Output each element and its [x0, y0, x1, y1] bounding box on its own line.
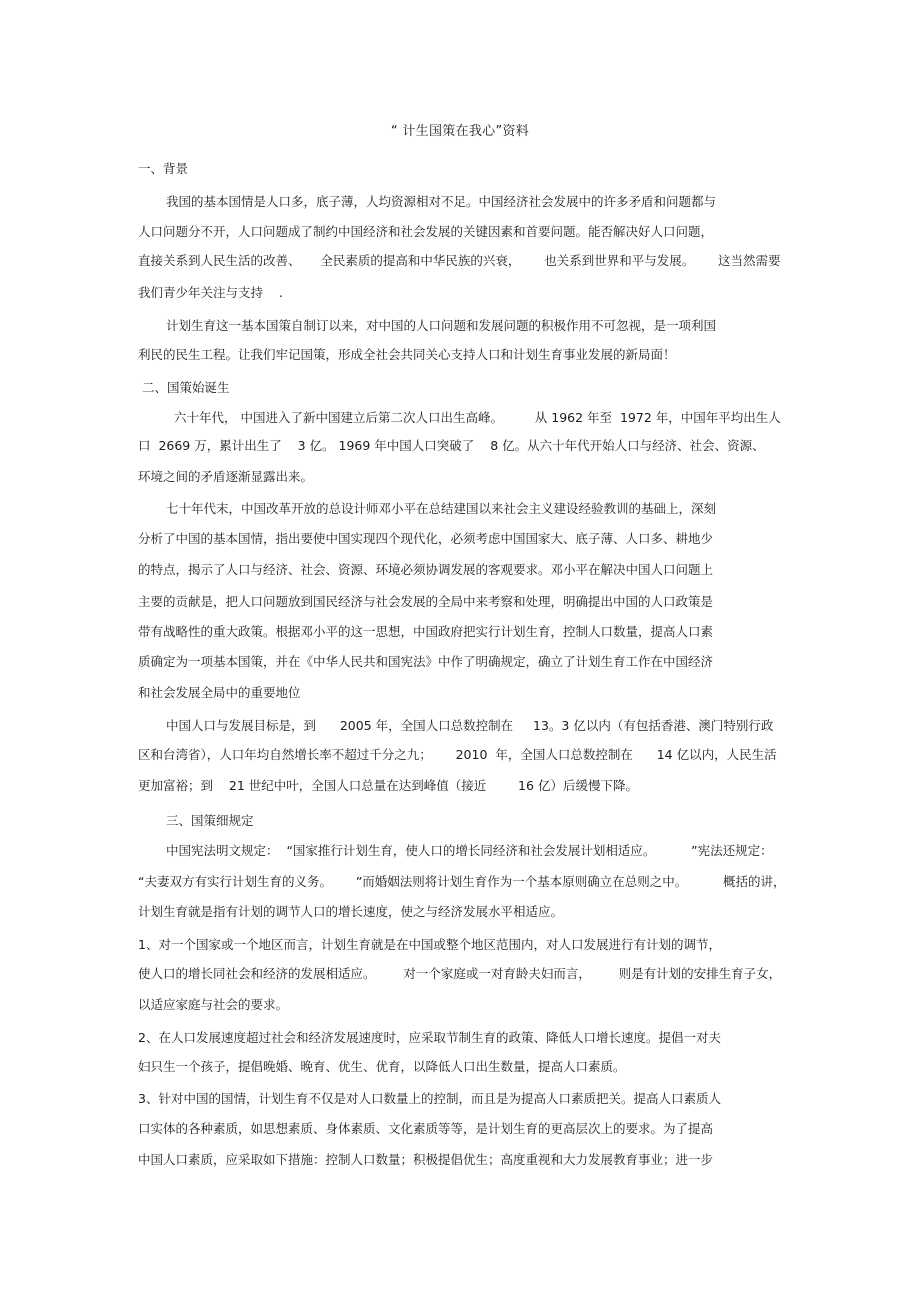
- paragraph-line: 我们青少年关注与支持 .: [138, 285, 283, 300]
- paragraph-line: 环境之间的矛盾逐渐显露出来。: [138, 469, 314, 484]
- paragraph-line: 计划生育就是指有计划的调节人口的增长速度，使之与经济发展水平相适应。: [138, 904, 564, 919]
- paragraph-line: 口 2669 万，累计出生了 3 亿。 1969 年中国人口突破了 8 亿。从六十年代开始人口与经济、社会、资源、: [138, 438, 765, 453]
- paragraph-line: 1、对一个国家或一个地区而言，计划生育就是在中国或整个地区范围内，对人口发展进行有计划的调节，: [138, 937, 721, 952]
- section-heading-origin: 二、国策始诞生: [142, 380, 230, 395]
- paragraph-line: 计划生育这一基本国策自制订以来，对中国的人口问题和发展问题的积极作用不可忽视，是一项利国: [166, 318, 717, 333]
- paragraph-line: 人口问题分不开，人口问题成了制约中国经济和社会发展的关键因素和首要问题。能否解决好人口问题，: [138, 224, 714, 239]
- paragraph-line: 带有战略性的重大政策。根据邓小平的这一思想，中国政府把实行计划生育，控制人口数量，提高人口素: [138, 624, 714, 639]
- paragraph-line: 3、针对中国的国情，计划生育不仅是对人口数量上的控制，而且是为提高人口素质把关。提高人口素质人: [138, 1091, 721, 1106]
- section-heading-rules: 三、国策细规定: [166, 813, 254, 828]
- paragraph-line: “夫妻双方有实行计划生育的义务。 ”而婚姻法则将计划生育作为一个基本原则确立在总则之中。 概括的讲，: [138, 874, 786, 889]
- paragraph-line: 2、在人口发展速度超过社会和经济发展速度时，应采取节制生育的政策、降低人口增长速度。提倡一对夫: [138, 1030, 721, 1045]
- paragraph-line: 利民的民生工程。让我们牢记国策，形成全社会共同关心支持人口和计划生育事业发展的新局面！: [138, 347, 676, 362]
- paragraph-line: 妇只生一个孩子，提倡晚婚、晚育、优生、优育，以降低人口出生数量，提高人口素质。: [138, 1059, 626, 1074]
- paragraph-line: 区和台湾省），人口年均自然增长率不超过千分之九； 2010 年，全国人口总数控制在 14 亿以内，人民生活: [138, 747, 777, 762]
- paragraph-line: 直接关系到人民生活的改善、 全民素质的提高和中华民族的兴衰， 也关系到世界和平与发展。 这当然需要: [138, 253, 781, 268]
- paragraph-line: 我国的基本国情是人口多，底子薄，人均资源相对不足。中国经济社会发展中的许多矛盾和问题都与: [166, 194, 717, 209]
- paragraph-line: 使人口的增长同社会和经济的发展相适应。 对一个家庭或一对育龄夫妇而言， 则是有计划的安排生育子女，: [138, 966, 782, 981]
- paragraph-line: 主要的贡献是，把人口问题放到国民经济与社会发展的全局中来考察和处理，明确提出中国的人口政策是: [138, 594, 714, 609]
- paragraph-line: 口实体的各种素质，如思想素质、身体素质、文化素质等等，是计划生育的更高层次上的要求。为了提高: [138, 1121, 714, 1136]
- paragraph-line: 的特点，揭示了人口与经济、社会、资源、环境必须协调发展的客观要求。邓小平在解决中国人口问题上: [138, 562, 714, 577]
- paragraph-line: 六十年代， 中国进入了新中国建立后第二次人口出生高峰。 从 1962 年至 1972 年，中国年平均出生人: [174, 410, 781, 425]
- paragraph-line: 和社会发展全局中的重要地位: [138, 685, 301, 700]
- paragraph-line: 分析了中国的基本国情，指出要使中国实现四个现代化，必须考虑中国国家大、底子薄、人口多、耕地少: [138, 531, 714, 546]
- paragraph-line: 中国人口素质，应采取如下措施：控制人口数量；积极提倡优生；高度重视和大力发展教育事业；进一步: [138, 1152, 714, 1167]
- document-title: “ 计生国策在我心”资料: [390, 124, 530, 139]
- paragraph-line: 更加富裕；到 21 世纪中叶，全国人口总量在达到峰值（接近 16 亿）后缓慢下降。: [138, 778, 638, 793]
- paragraph-line: 中国宪法明文规定： “国家推行计划生育，使人口的增长同经济和社会发展计划相适应。 ”宪法还规定：: [166, 843, 773, 858]
- paragraph-line: 七十年代末，中国改革开放的总设计师邓小平在总结建国以来社会主义建设经验教训的基础上，深刻: [166, 501, 717, 516]
- paragraph-line: 质确定为一项基本国策，并在《中华人民共和国宪法》中作了明确规定，确立了计划生育工作在中国经济: [138, 654, 714, 669]
- section-heading-background: 一、背景: [138, 161, 189, 176]
- paragraph-line: 中国人口与发展目标是，到 2005 年，全国人口总数控制在 13。3 亿以内（有包括香港、澳门特别行政: [166, 718, 774, 733]
- paragraph-line: 以适应家庭与社会的要求。: [138, 997, 289, 1012]
